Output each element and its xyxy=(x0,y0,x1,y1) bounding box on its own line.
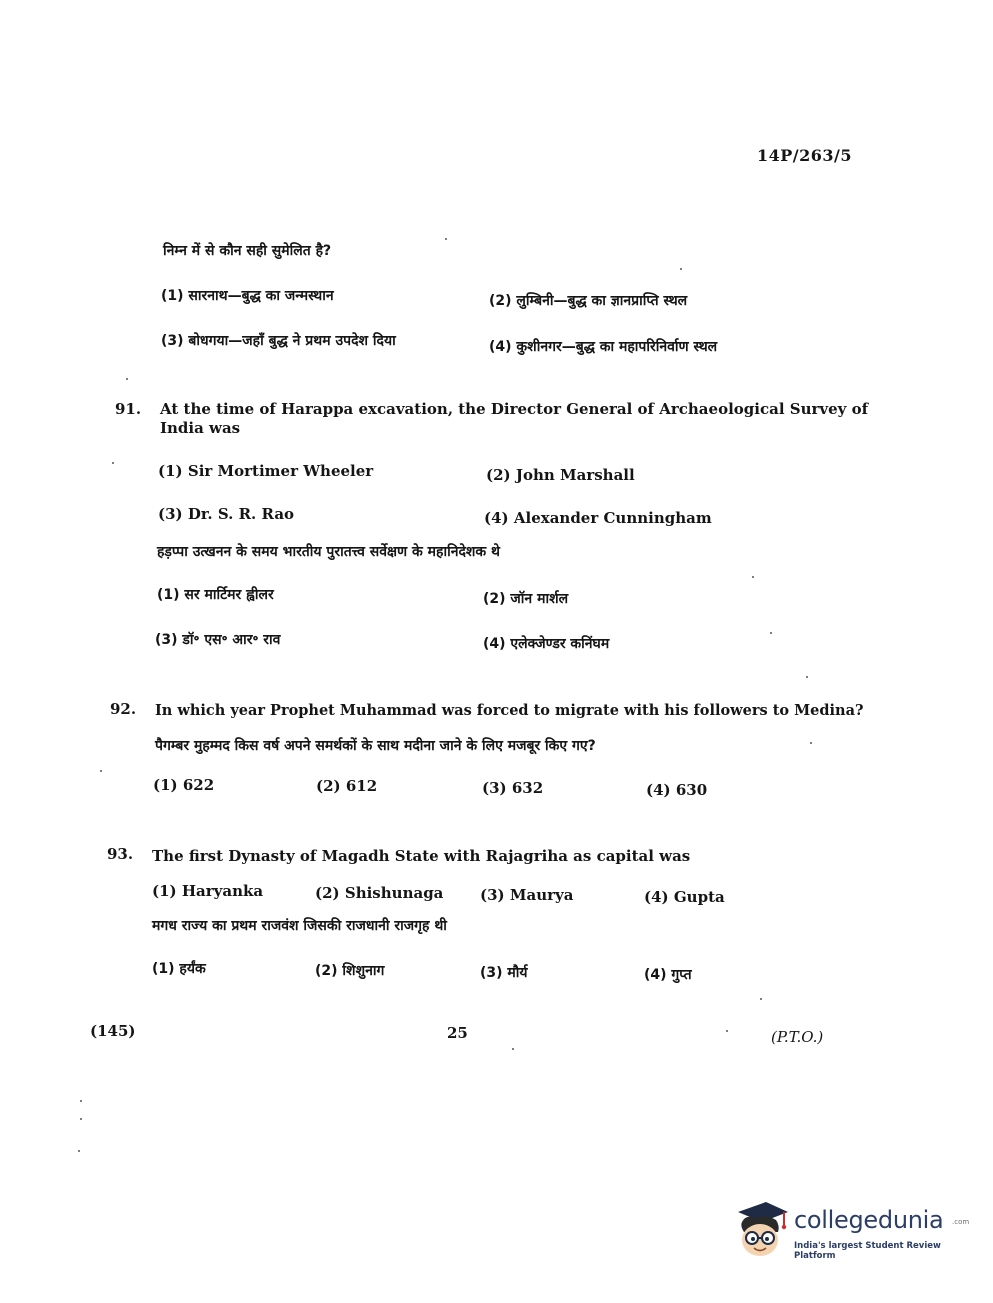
brand-tagline: India's largest Student Review Platform xyxy=(794,1241,941,1261)
q91-option-en-2 xyxy=(486,466,635,484)
option-text: सर मार्टिमर ह्वीलर xyxy=(184,587,274,603)
brand-suffix: .com xyxy=(952,1218,970,1226)
option-number: (3) xyxy=(480,886,505,904)
option-text: 622 xyxy=(182,776,215,794)
q92-stem: In which year Prophet Muhammad was forced to migrate with his followers to Medina? xyxy=(155,702,864,719)
paper-code: 14P/263/5 xyxy=(757,146,853,165)
option-text: एलेक्जेण्डर कनिंघम xyxy=(510,636,610,652)
q90-option-4 xyxy=(489,337,717,356)
option-text: सारनाथ—बुद्ध का जन्मस्थान xyxy=(188,288,334,304)
q91-option-hi-3 xyxy=(155,630,280,649)
q91-stem-line1: At the time of Harappa excavation, the Director General of Archaeological Survey of xyxy=(160,400,869,418)
q92-hindi-stem: पैगम्बर मुहम्मद किस वर्ष अपने समर्थकों के साथ मदीना जाने के लिए मजबूर किए गए? xyxy=(155,738,596,754)
option-text: Maurya xyxy=(509,886,574,904)
collegedunia-watermark xyxy=(732,1196,970,1266)
option-number: (4) xyxy=(484,509,509,527)
q91-option-hi-2 xyxy=(483,589,568,608)
q92-option-1 xyxy=(153,776,214,794)
pto-label: (P.T.O.) xyxy=(771,1028,824,1046)
brand-name: collegedunia xyxy=(794,1206,944,1234)
option-number: (4) xyxy=(646,781,671,799)
q91-option-hi-4 xyxy=(483,634,609,653)
option-number: (2) xyxy=(483,591,506,607)
option-text: 612 xyxy=(345,777,378,795)
q93-option-en-2 xyxy=(315,884,443,902)
option-text: बोधगया—जहाँ बुद्ध ने प्रथम उपदेश दिया xyxy=(188,333,396,349)
option-number: (1) xyxy=(152,961,175,977)
q93-stem: The first Dynasty of Magadh State with Rajagriha as capital was xyxy=(152,847,691,865)
option-number: (1) xyxy=(158,462,183,480)
option-text: Alexander Cunningham xyxy=(513,509,712,527)
footer-code: (145) xyxy=(90,1022,136,1040)
page-number: 25 xyxy=(447,1024,468,1042)
option-text: Dr. S. R. Rao xyxy=(187,505,295,523)
option-number: (1) xyxy=(152,882,177,900)
option-number: (4) xyxy=(489,339,512,355)
q93-option-en-4 xyxy=(644,888,725,906)
option-number: (2) xyxy=(315,884,340,902)
option-number: (3) xyxy=(480,965,503,981)
option-number: (4) xyxy=(483,636,506,652)
option-number: (2) xyxy=(316,777,341,795)
q93-option-hi-1 xyxy=(152,959,206,978)
option-number: (3) xyxy=(482,779,507,797)
option-number: (2) xyxy=(489,293,512,309)
option-text: Shishunaga xyxy=(344,884,444,902)
q92-number: 92. xyxy=(110,700,137,718)
option-text: जॉन मार्शल xyxy=(510,591,569,607)
option-number: (3) xyxy=(158,505,183,523)
option-text: शिशुनाग xyxy=(342,963,385,979)
q91-option-en-4 xyxy=(484,509,712,527)
option-text: लुम्बिनी—बुद्ध का ज्ञानप्राप्ति स्थल xyxy=(516,293,688,309)
option-number: (4) xyxy=(644,967,667,983)
q90-option-2 xyxy=(489,291,687,310)
q90-hindi-stem: निम्न में से कौन सही सुमेलित है? xyxy=(163,243,332,259)
q93-option-en-3 xyxy=(480,886,573,904)
option-number: (3) xyxy=(155,632,178,648)
option-number: (1) xyxy=(153,776,178,794)
option-text: Sir Mortimer Wheeler xyxy=(187,462,374,480)
option-text: Gupta xyxy=(673,888,725,906)
q90-option-1 xyxy=(161,286,334,305)
option-text: गुप्त xyxy=(671,967,692,983)
q93-option-hi-4 xyxy=(644,965,692,984)
q91-hindi-stem: हड़प्पा उत्खनन के समय भारतीय पुरातत्त्व सर्वेक्षण के महानिदेशक थे xyxy=(157,544,501,560)
q93-option-hi-2 xyxy=(315,961,384,980)
mascot-icon xyxy=(732,1196,792,1266)
q91-stem-line2: India was xyxy=(160,419,241,437)
q91-option-en-3 xyxy=(158,505,294,523)
q91-option-en-1 xyxy=(158,462,373,480)
option-number: (2) xyxy=(315,963,338,979)
q92-option-3 xyxy=(482,779,543,797)
option-text: 632 xyxy=(511,779,544,797)
option-text: मौर्य xyxy=(507,965,528,981)
q93-option-hi-3 xyxy=(480,963,528,982)
option-text: Haryanka xyxy=(181,882,264,900)
option-text: 630 xyxy=(675,781,708,799)
q93-number: 93. xyxy=(107,845,134,863)
q92-option-4 xyxy=(646,781,707,799)
option-number: (2) xyxy=(486,466,511,484)
option-number: (1) xyxy=(157,587,180,603)
option-number: (1) xyxy=(161,288,184,304)
option-number: (3) xyxy=(161,333,184,349)
q93-hindi-stem: मगध राज्य का प्रथम राजवंश जिसकी राजधानी राजगृह थी xyxy=(152,918,447,934)
option-number: (4) xyxy=(644,888,669,906)
q90-option-3 xyxy=(161,331,396,350)
q92-option-2 xyxy=(316,777,377,795)
option-text: कुशीनगर—बुद्ध का महापरिनिर्वाण स्थल xyxy=(516,339,718,355)
option-text: John Marshall xyxy=(515,466,635,484)
q91-number: 91. xyxy=(115,400,142,418)
option-text: डॉ॰ एस॰ आर॰ राव xyxy=(182,632,281,648)
q91-option-hi-1 xyxy=(157,585,274,604)
q93-option-en-1 xyxy=(152,882,263,900)
option-text: हर्यंक xyxy=(179,961,206,977)
